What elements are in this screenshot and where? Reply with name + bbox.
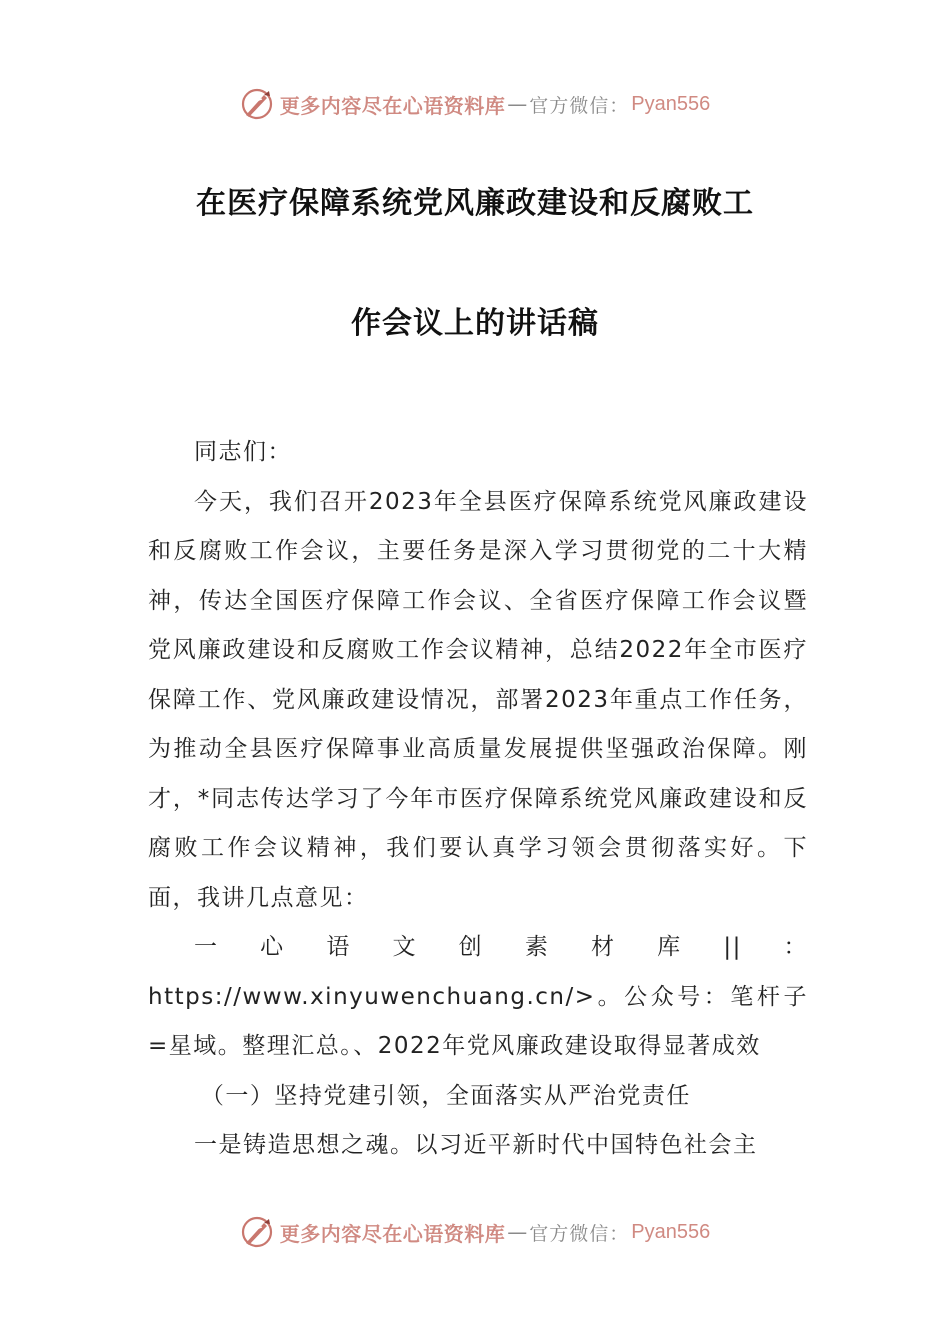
section-heading: （一）坚持党建引领，全面落实从严治党责任 <box>200 1082 691 1109</box>
quill-logo-icon <box>240 1215 274 1249</box>
header-banner <box>0 84 950 124</box>
document-body <box>148 428 808 1171</box>
paragraph-source-note: 一心语文创素材库||：https://www.xinyuwenchuang.cn/>。公众号：笔杆子=星域。整理汇总。、2022年党风廉政建设取得显著成效 <box>148 934 808 1059</box>
banner-wechat-id: Pyan556 <box>631 1220 711 1243</box>
banner-separator: — <box>507 1220 528 1244</box>
salutation: 同志们： <box>194 439 292 465</box>
quill-logo-icon <box>240 87 274 121</box>
banner-wechat-label: 官方微信： <box>529 94 630 117</box>
document-title-line-2: 作会议上的讲话稿 <box>351 306 599 341</box>
footer-banner <box>0 1212 950 1252</box>
banner-brand-text: 更多内容尽在心语资料库 <box>279 1221 506 1246</box>
banner-wechat-label: 官方微信： <box>529 1222 630 1245</box>
paragraph-opening: 今天，我们召开2023年全县医疗保障系统党风廉政建设和反腐败工作会议，主要任务是深入学习贯彻党的二十大精神，传达全国医疗保障工作会议、全省医疗保障工作会议暨党风廉政建设和反腐败工作会议精神，总结2022年全市医疗保障工作、党风廉政建设情况，部署2023年重点工作任务，为推动全县医疗保障事业高质量发展提供坚强政治保障。刚才，*同志传达学习了今年市医疗保障系统党风廉政建设和反腐败工作会议精神，我们要认真学习领会贯彻落实好。下面，我讲几点意见： <box>148 488 808 911</box>
banner-separator: — <box>507 92 528 116</box>
banner-wechat-id: Pyan556 <box>631 92 711 115</box>
banner-brand-text: 更多内容尽在心语资料库 <box>279 93 506 118</box>
paragraph-point-one: 一是铸造思想之魂。以习近平新时代中国特色社会主 <box>194 1132 758 1158</box>
document-title-line-1: 在医疗保障系统党风廉政建设和反腐败工 <box>196 186 754 221</box>
